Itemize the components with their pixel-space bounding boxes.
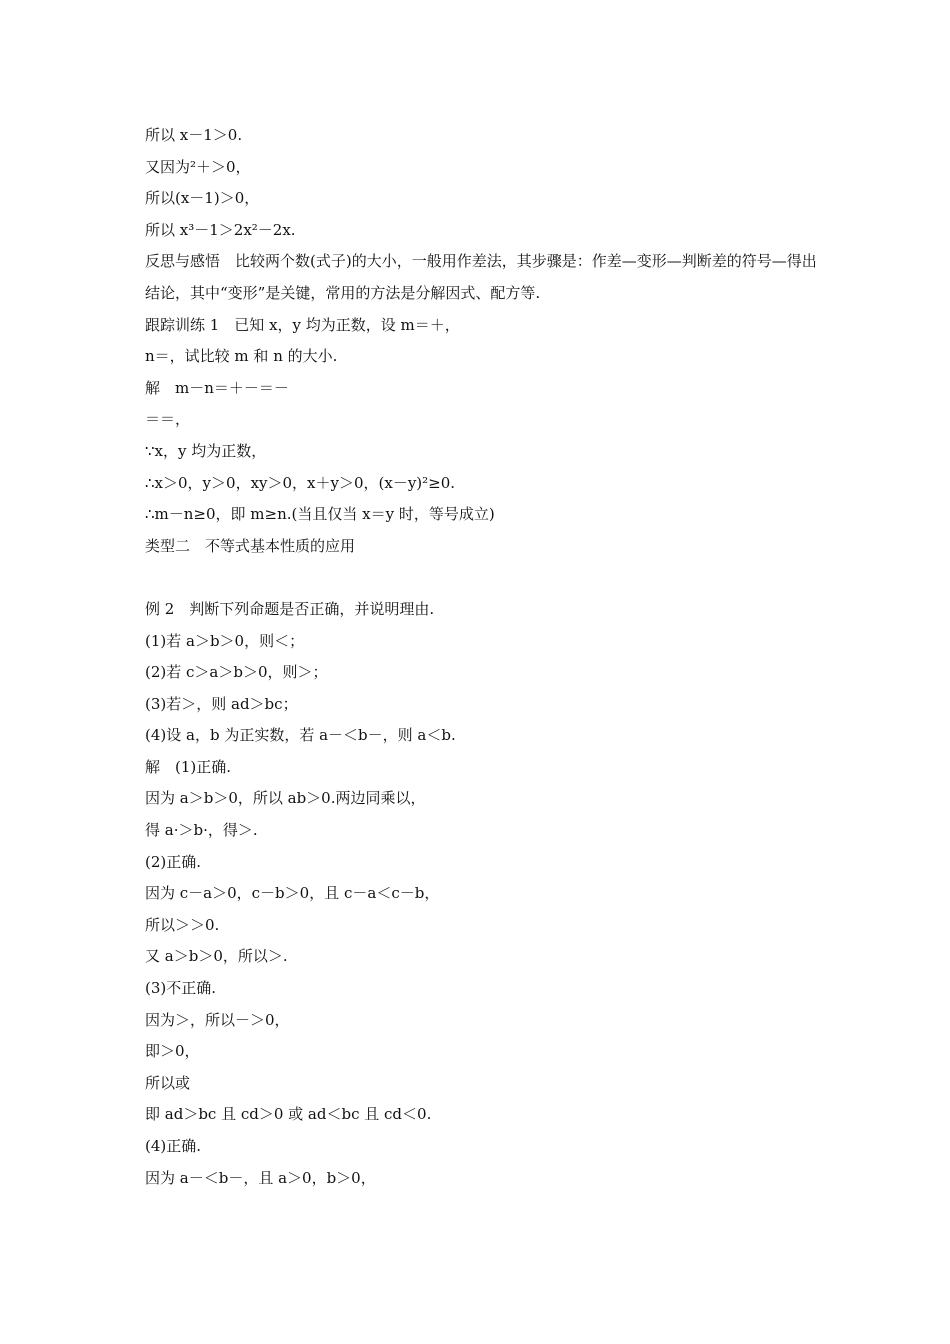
text-line: 即＞0， bbox=[145, 1042, 200, 1061]
problem-item: (3)若＞，则 ad＞bc； bbox=[145, 694, 298, 713]
solution-line: 解 (1)正确. bbox=[145, 757, 232, 776]
text-line: 得 a·＞b·，得＞. bbox=[145, 821, 258, 840]
problem-item: (1)若 a＞b＞0，则＜； bbox=[145, 631, 305, 650]
text-line: ∴x＞0，y＞0，xy＞0，x＋y＞0，(x－y)²≥0. bbox=[145, 473, 456, 492]
text-line: 因为 a－＜b－，且 a＞0，b＞0， bbox=[145, 1168, 376, 1187]
text-line: 因为 c－a＞0，c－b＞0，且 c－a＜c－b， bbox=[145, 884, 440, 903]
exercise-heading: 跟踪训练 1 已知 x，y 均为正数，设 m＝＋， bbox=[145, 315, 460, 334]
text-line: n＝，试比较 m 和 n 的大小. bbox=[145, 347, 338, 366]
blank-line bbox=[145, 562, 825, 594]
text-line: 所以或 bbox=[145, 1073, 191, 1092]
text-line: 又因为²＋＞0， bbox=[145, 157, 251, 176]
reflection-paragraph: 反思与感悟 比较两个数(式子)的大小，一般用作差法，其步骤是：作差—变形—判断差的符号—得出结论，其中“变形”是关键，常用的方法是分解因式、配方等. bbox=[145, 252, 817, 302]
text-line: 所以＞＞0. bbox=[145, 915, 220, 934]
text-line: 又 a＞b＞0，所以＞. bbox=[145, 947, 288, 966]
text-line: 所以(x－1)＞0， bbox=[145, 189, 260, 208]
example-heading: 例 2 判断下列命题是否正确，并说明理由. bbox=[145, 599, 435, 618]
text-line: ＝＝， bbox=[145, 410, 191, 429]
text-line: 因为＞，所以－＞0， bbox=[145, 1010, 290, 1029]
text-line: (4)正确. bbox=[145, 1137, 202, 1155]
text-line: ∴m－n≥0，即 m≥n.(当且仅当 x＝y 时，等号成立) bbox=[145, 505, 495, 524]
problem-item: (2)若 c＞a＞b＞0，则＞； bbox=[145, 663, 328, 682]
text-line: (3)不正确. bbox=[145, 979, 217, 998]
text-line: 所以 x－1＞0. bbox=[145, 126, 243, 144]
text-line: ∵x，y 均为正数， bbox=[145, 441, 267, 460]
document-body bbox=[145, 120, 825, 1194]
text-line: (2)正确. bbox=[145, 852, 202, 871]
section-heading: 类型二 不等式基本性质的应用 bbox=[145, 536, 356, 555]
text-line: 因为 a＞b＞0，所以 ab＞0.两边同乘以， bbox=[145, 789, 426, 808]
problem-item: (4)设 a，b 为正实数，若 a－＜b－，则 a＜b. bbox=[145, 726, 456, 745]
text-line: 即 ad＞bc 且 cd＞0 或 ad＜bc 且 cd＜0. bbox=[145, 1105, 432, 1124]
text-line: 所以 x³－1＞2x²－2x. bbox=[145, 220, 296, 239]
solution-line: 解 m－n＝＋－＝－ bbox=[145, 378, 289, 397]
